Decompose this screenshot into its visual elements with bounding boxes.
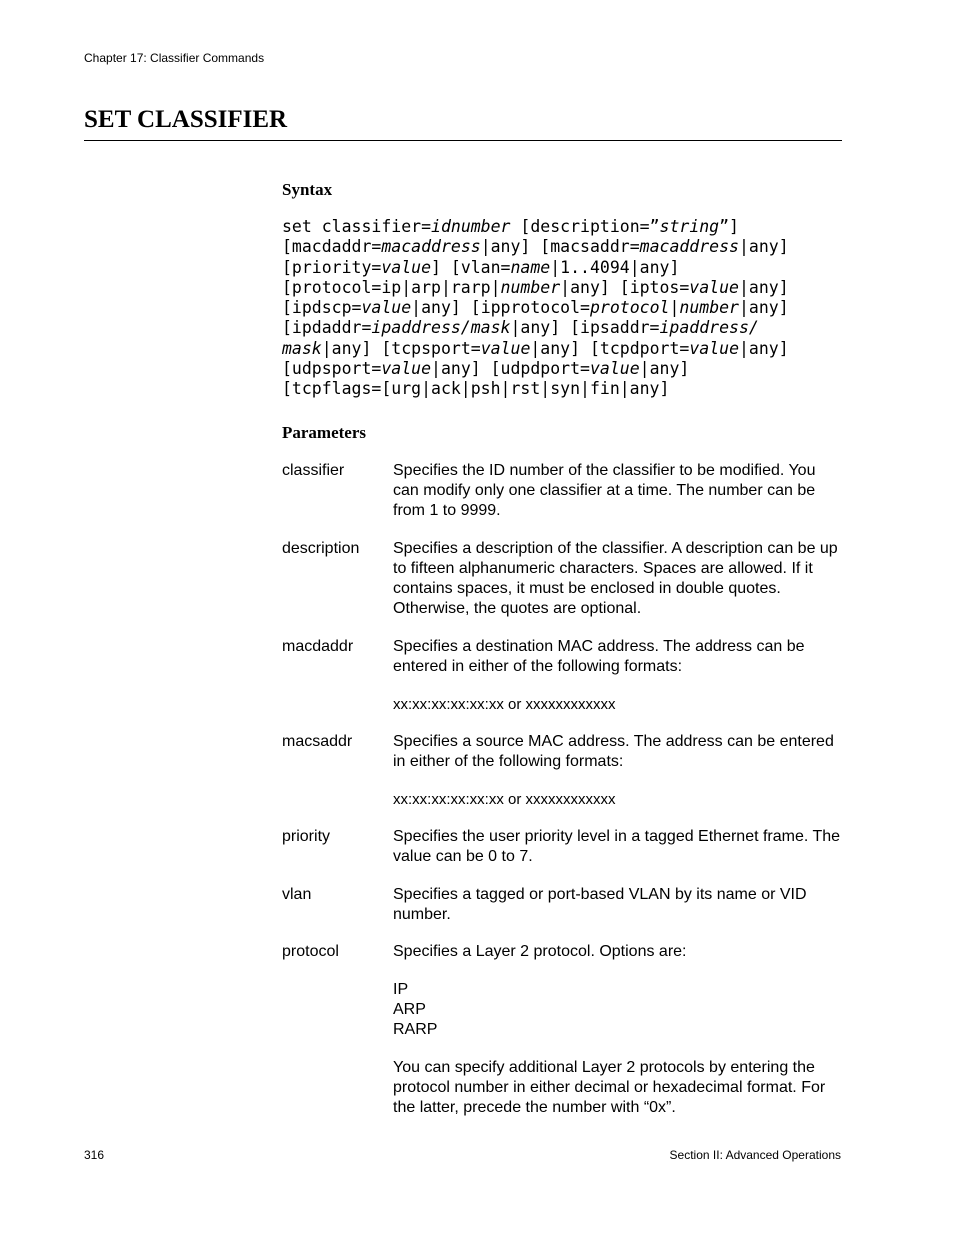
mac-format-text: xx:xx:xx:xx:xx:xx or xxxxxxxxxxxx (393, 791, 616, 808)
param-desc-text: Specifies a source MAC address. The address can be entered in either of the following formats: (393, 733, 834, 770)
syntax-literal: ] [vlan= (431, 257, 511, 277)
param-desc-text: Specifies a description of the classifier. A description can be up to fifteen alphanumeric characters. Spaces are allowed. If it contains spaces, it must be enclosed in double quotes. Otherwise, the quotes are optional. (393, 540, 838, 617)
syntax-literal: [protocol=ip|arp|rarp| (282, 277, 501, 297)
syntax-literal: |any] [udpdport= (431, 359, 590, 379)
syntax-placeholder: ipaddress/mask (371, 318, 511, 338)
syntax-line (282, 298, 842, 318)
syntax-placeholder: ipaddress/ (659, 318, 759, 338)
syntax-placeholder: value (689, 338, 739, 358)
syntax-placeholder: value (381, 359, 432, 379)
syntax-literal: [udpsport= (282, 359, 382, 379)
syntax-placeholder: idnumber (431, 217, 511, 236)
syntax-literal: [description=” (510, 217, 660, 236)
syntax-line (282, 217, 842, 237)
page-title: SET CLASSIFIER (84, 106, 288, 133)
syntax-placeholder: name (510, 257, 551, 277)
syntax-placeholder: value (480, 338, 531, 358)
syntax-literal: |any] (738, 237, 789, 257)
param-desc-text: Specifies the ID number of the classifier to be modified. You can modify only one classifier at a time. The number can be from 1 to 9999. (393, 462, 816, 519)
syntax-literal: |any] [ipprotocol= (411, 298, 590, 318)
syntax-literal: | (669, 298, 680, 318)
param-desc-text: Specifies a tagged or port-based VLAN by its name or VID number. (393, 886, 807, 923)
syntax-literal: |any] [tcpdport= (530, 338, 690, 358)
param-desc-classifier (393, 461, 843, 539)
param-desc-text: Specifies a destination MAC address. The address can be entered in either of the following formats: (393, 638, 805, 675)
param-term-description: description (282, 540, 360, 557)
protocol-option: ARP (393, 1001, 426, 1018)
syntax-placeholder: mask (282, 338, 322, 358)
syntax-block (282, 217, 842, 400)
syntax-line (282, 237, 842, 257)
syntax-placeholder: value (689, 277, 739, 297)
syntax-line (282, 318, 842, 338)
syntax-line (282, 379, 842, 399)
param-desc-text: Specifies the user priority level in a tagged Ethernet frame. The value can be 0 to 7. (393, 828, 841, 865)
syntax-literal: |any] (639, 359, 690, 379)
param-term-classifier: classifier (282, 462, 345, 479)
protocol-options-list (393, 980, 843, 1040)
syntax-literal: [tcpflags=[urg|ack|psh|rst|syn|fin|any] (282, 379, 670, 399)
syntax-literal: [ipdaddr= (282, 318, 372, 338)
param-desc-protocol (393, 942, 843, 1136)
syntax-literal: |any] (739, 338, 789, 358)
protocol-note: You can specify additional Layer 2 protocols by entering the protocol number in either decimal or hexadecimal format. For the latter, precede the number with “0x”. (393, 1059, 826, 1116)
syntax-line (282, 258, 842, 278)
param-desc-text: Specifies a Layer 2 protocol. Options are: (393, 943, 687, 960)
syntax-placeholder: string (659, 217, 720, 236)
section-footer: Section II: Advanced Operations (669, 1148, 841, 1162)
syntax-literal: |any] (738, 277, 789, 297)
param-desc-description (393, 539, 843, 637)
protocol-option: IP (393, 981, 409, 998)
param-desc-vlan (393, 885, 843, 943)
syntax-literal: |any] (739, 298, 789, 318)
syntax-placeholder: value (361, 298, 412, 318)
param-desc-priority (393, 827, 843, 885)
syntax-line (282, 359, 842, 379)
syntax-placeholder: macaddress (639, 237, 739, 257)
param-term-priority: priority (282, 828, 331, 845)
syntax-line (282, 339, 842, 359)
syntax-line (282, 278, 842, 298)
syntax-literal: |any] [macsaddr= (480, 237, 640, 257)
parameters-heading: Parameters (282, 423, 367, 442)
syntax-literal: |any] [ipsaddr= (510, 318, 660, 338)
syntax-placeholder: number (679, 298, 739, 318)
param-term-protocol: protocol (282, 943, 339, 960)
syntax-literal: [ipdscp= (282, 298, 362, 318)
page-number: 316 (84, 1148, 105, 1162)
syntax-literal: ”] (719, 217, 739, 236)
syntax-literal: [priority= (282, 257, 382, 277)
param-desc-macdaddr (393, 637, 843, 733)
mac-format-text: xx:xx:xx:xx:xx:xx or xxxxxxxxxxxx (393, 696, 616, 713)
param-term-vlan: vlan (282, 886, 312, 903)
syntax-literal: |1..4094|any] (550, 257, 680, 277)
syntax-literal: [macdaddr= (282, 237, 382, 257)
param-desc-macsaddr (393, 732, 843, 828)
syntax-placeholder: number (500, 277, 561, 297)
syntax-placeholder: macaddress (381, 237, 481, 257)
protocol-option: RARP (393, 1021, 438, 1038)
syntax-literal: |any] [iptos= (560, 277, 690, 297)
syntax-heading: Syntax (282, 180, 333, 199)
title-rule (84, 140, 842, 141)
syntax-placeholder: protocol (589, 298, 670, 318)
param-term-macdaddr: macdaddr (282, 638, 354, 655)
syntax-placeholder: value (381, 257, 432, 277)
syntax-literal: |any] [tcpsport= (321, 338, 481, 358)
syntax-literal: set classifier= (282, 217, 432, 236)
param-term-macsaddr: macsaddr (282, 733, 353, 750)
syntax-placeholder: value (589, 359, 640, 379)
running-header: Chapter 17: Classifier Commands (84, 51, 265, 65)
